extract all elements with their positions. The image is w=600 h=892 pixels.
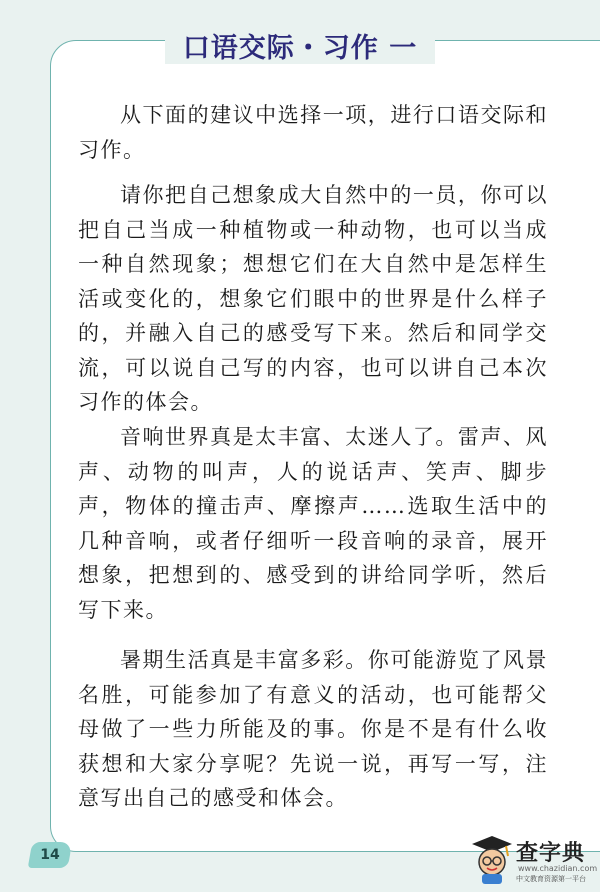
graduate-mascot-icon — [470, 834, 514, 886]
watermark-url: www.chazidian.com — [518, 864, 598, 873]
watermark-logo — [470, 830, 600, 892]
watermark-title: 查字典 — [516, 841, 586, 866]
watermark-slogan: 中文教育资源第一平台 — [516, 875, 586, 883]
option-paragraph-nature: 请你把自己想象成大自然中的一员，你可以把自己当成一种植物或一种动物，也可以当成一种自然现象；想想它们在大自然中是怎样生活或变化的，想象它们眼中的世界是什么样子的，并融入自己的感受写下来。然后和同学交流，可以说自己写的内容，也可以讲自己本次习作的体会。 — [78, 183, 548, 414]
option-paragraph-sounds: 音响世界真是太丰富、太迷人了。雷声、风声、动物的叫声，人的说话声、笑声、脚步声，物体的撞击声、摩擦声……选取生活中的几种音响，或者仔细听一段音响的录音，展开想象，把想到的、感受到的讲给同学听，然后写下来。 — [78, 425, 548, 622]
page-number-badge — [28, 842, 73, 868]
option-paragraph-summer: 暑期生活真是丰富多彩。你可能游览了风景名胜，可能参加了有意义的活动，也可能帮父母做了一些力所能及的事。你是不是有什么收获想和大家分享呢？先说一说，再写一写，注意写出自己的感受和体会。 — [78, 648, 548, 810]
lesson-title: 口语交际・习作 一 — [182, 33, 418, 64]
intro-paragraph: 从下面的建议中选择一项，进行口语交际和习作。 — [78, 103, 548, 162]
page-number: 14 — [40, 847, 60, 863]
